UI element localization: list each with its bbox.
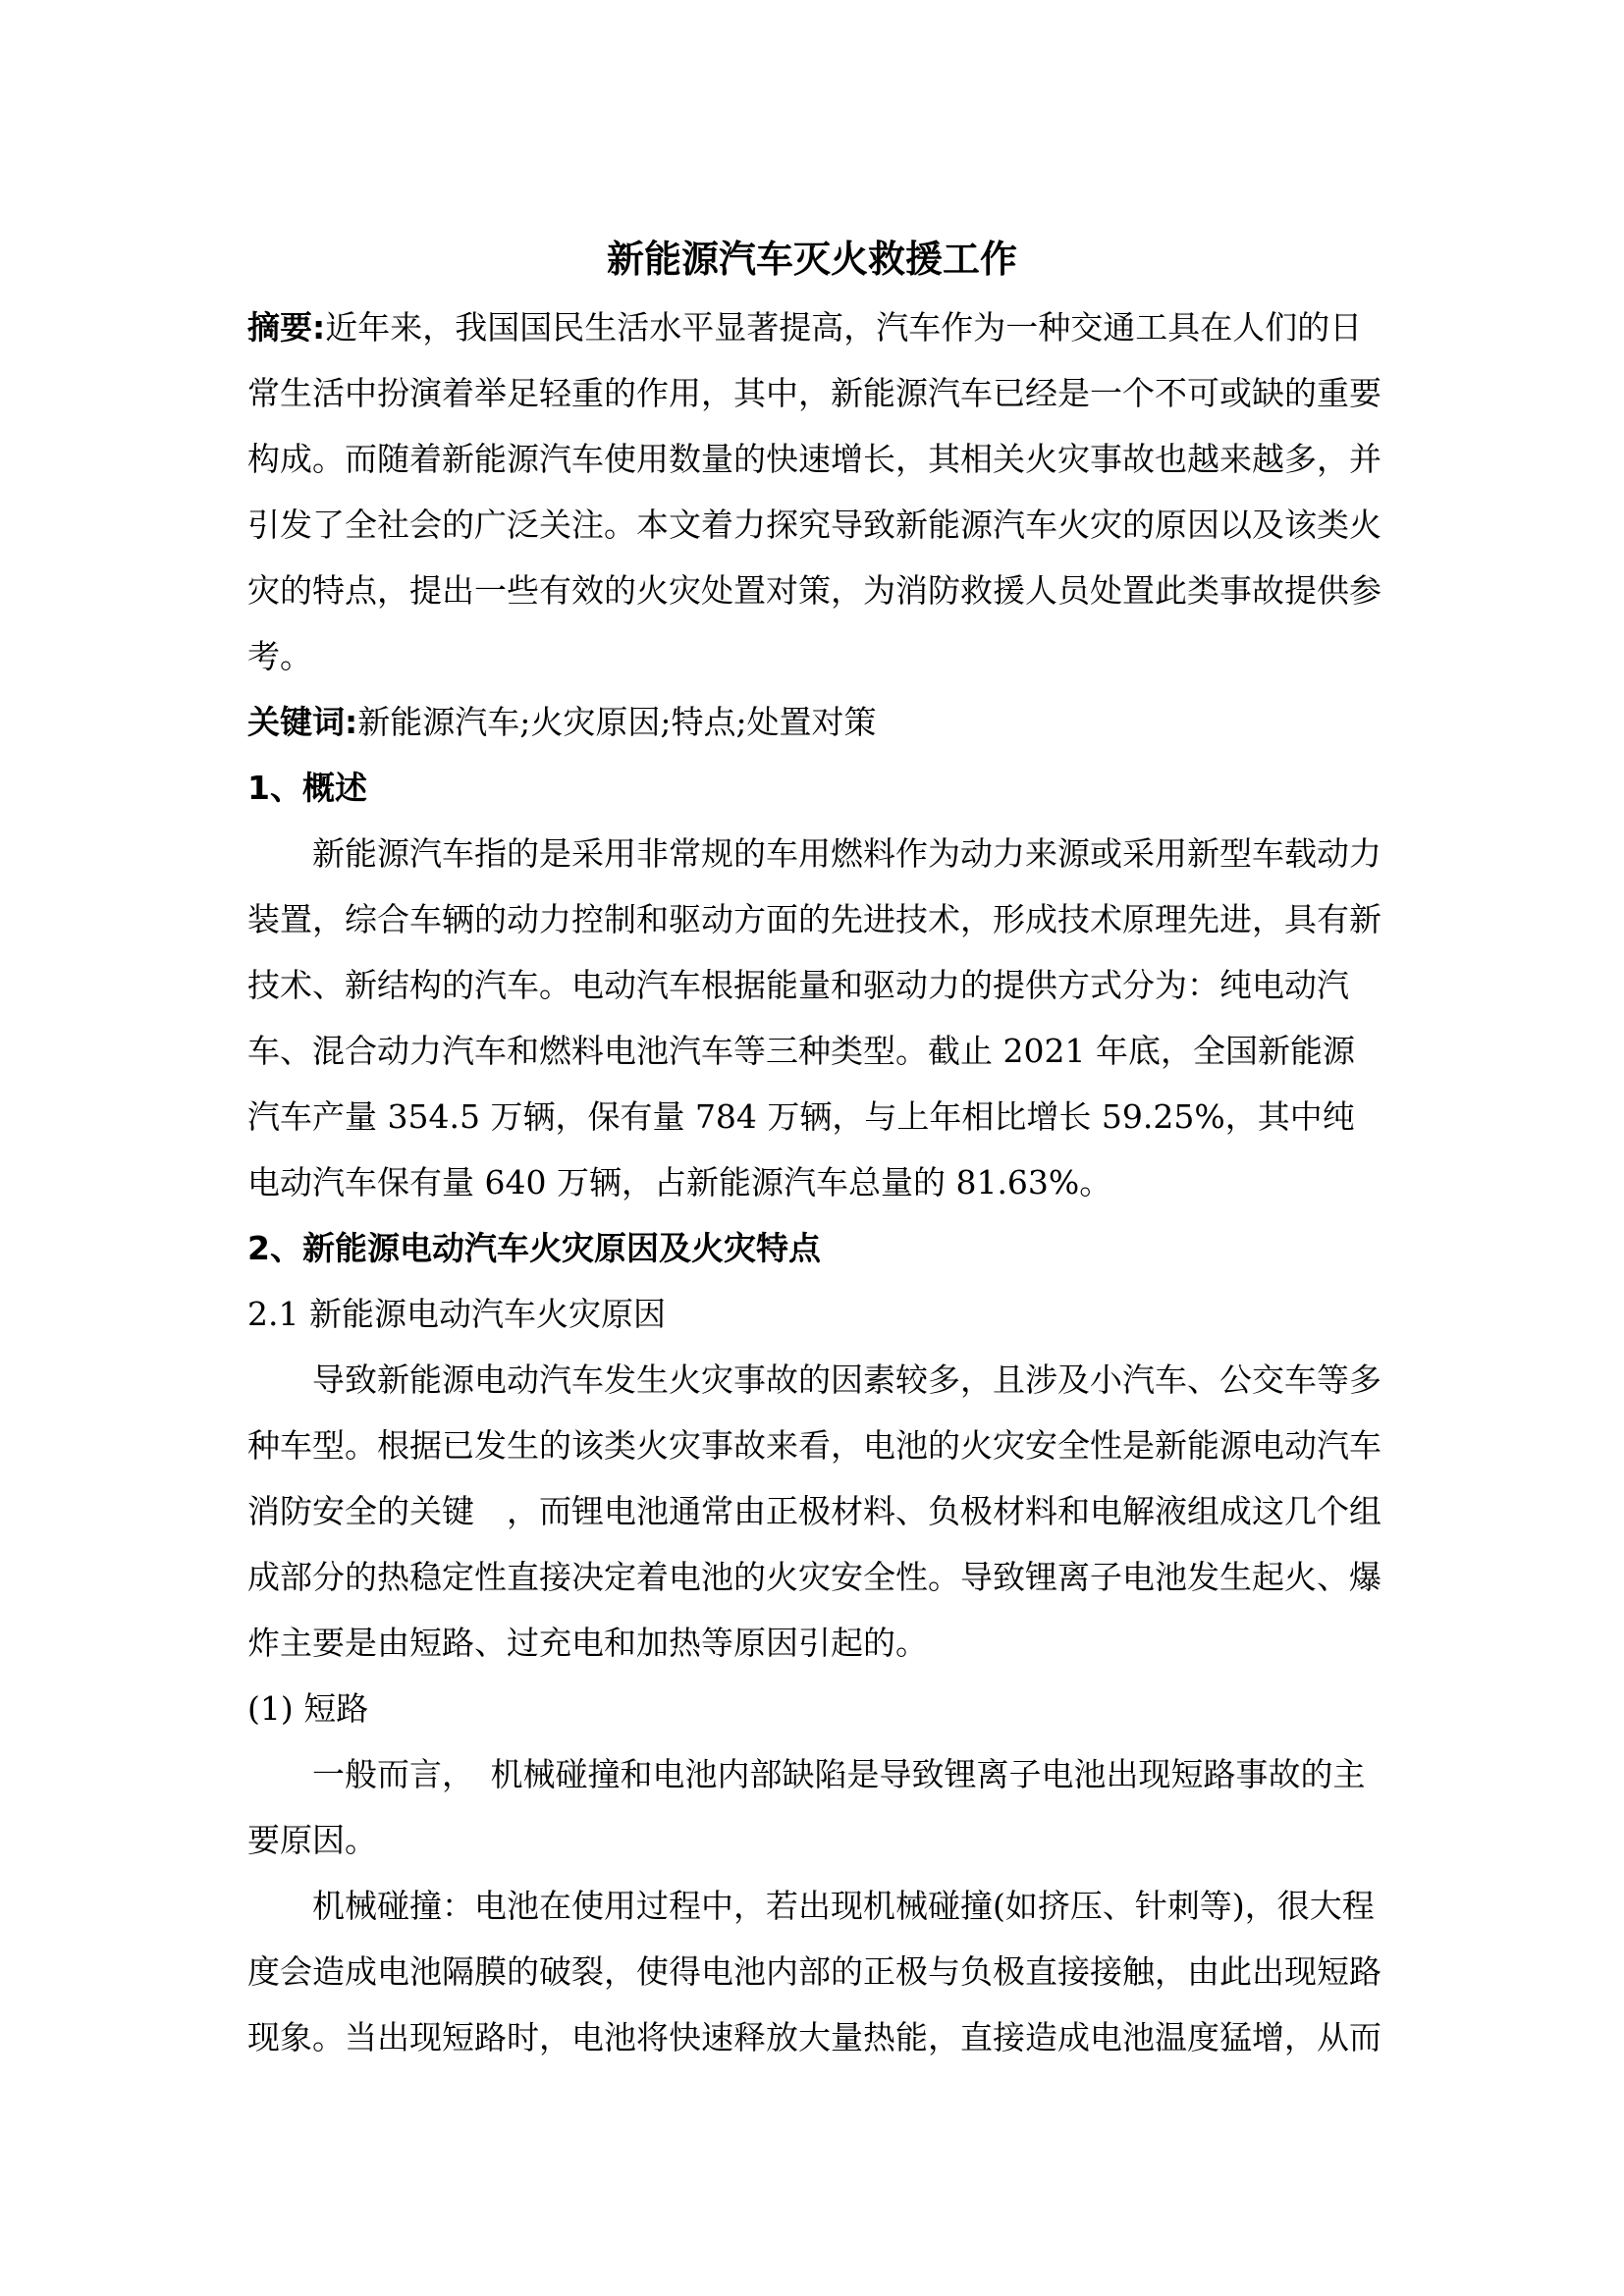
- keywords-label: 关键词:: [247, 703, 358, 741]
- document-body: [247, 294, 1386, 2070]
- abstract-text: 近年来，我国国民生活水平显著提高，汽车作为一种交通工具在人们的日常生活中扮演着举足轻重的作用，其中，新能源汽车已经是一个不可或缺的重要构成。而随着新能源汽车使用数量的快速增长，其相关火灾事故也越来越多，并引发了全社会的广泛关注。本文着力探究导致新能源汽车火灾的原因以及该类火灾的特点，提出一些有效的火灾处置对策，为消防救援人员处置此类事故提供参考。: [247, 308, 1381, 675]
- abstract-label: 摘要:: [247, 308, 326, 347]
- section-2-heading: 2、新能源电动汽车火灾原因及火灾特点: [247, 1229, 821, 1267]
- item-1-paragraph-2: 机械碰撞：电池在使用过程中，若出现机械碰撞(如挤压、针刺等)，很大程度会造成电池隔膜的破裂，使得电池内部的正极与负极直接接触，由此出现短路现象。当出现短路时，电池将快速释放大量热能，直接造成电池温度猛增，从而: [247, 1887, 1381, 2056]
- abstract-paragraph: [247, 294, 1386, 689]
- item-1-heading: (1) 短路: [247, 1689, 369, 1728]
- section-1-paragraph: 新能源汽车指的是采用非常规的车用燃料作为动力来源或采用新型车载动力装置，综合车辆的动力控制和驱动方面的先进技术，形成技术原理先进，具有新技术、新结构的汽车。电动汽车根据能量和驱动力的提供方式分为：纯电动汽车、混合动力汽车和燃料电池汽车等三种类型。截止 2021 年底，全国新能源汽车产量 354.5 万辆，保有量 784 万辆，与上年相比增长 59.25%，其中纯电动汽车保有量 640 万辆，占新能源汽车总量的 81.63%。: [247, 834, 1381, 1201]
- keywords-paragraph: [247, 689, 1386, 755]
- item-1-paragraph: 一般而言， 机械碰撞和电池内部缺陷是导致锂离子电池出现短路事故的主要原因。: [247, 1755, 1366, 1859]
- section-1-heading: 1、概述: [247, 769, 367, 807]
- section-2-1-heading: 2.1 新能源电动汽车火灾原因: [247, 1295, 666, 1333]
- document-title: 新能源汽车灭火救援工作: [606, 238, 1017, 281]
- section-2-1-paragraph: 导致新能源电动汽车发生火灾事故的因素较多，且涉及小汽车、公交车等多种车型。根据已发生的该类火灾事故来看，电池的火灾安全性是新能源电动汽车消防安全的关键 ，而锂电池通常由正极材料、负极材料和电解液组成这几个组成部分的热稳定性直接决定着电池的火灾安全性。导致锂离子电池发生起火、爆炸主要是由短路、过充电和加热等原因引起的。: [247, 1361, 1381, 1662]
- keywords-text: 新能源汽车;火灾原因;特点;处置对策: [357, 703, 877, 741]
